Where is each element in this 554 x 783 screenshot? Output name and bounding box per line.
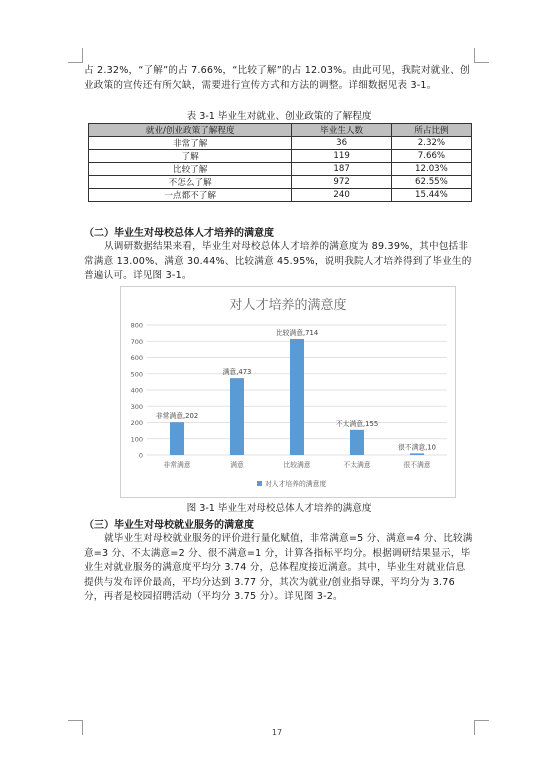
intro-paragraph: 占 2.32%，“了解”的占 7.66%，“比较了解”的占 12.03%。由此可见，我院对就业、创业政策的宣传还有所欠缺，需要进行宣传方式和方法的调整。详细数据见表 3-1。 [84,65,470,91]
chart-title: 对人才培养的满意度 [229,298,347,313]
table-row [89,163,472,176]
table-caption: 表 3-1 毕业生对就业、创业政策的了解程度 [186,111,372,122]
y-tick-label: 300 [130,402,143,411]
y-tick-label: 600 [130,354,143,362]
table-row [89,137,472,150]
y-tick-label: 200 [130,419,143,427]
y-tick-label: 500 [130,370,143,379]
table-cell: 一点都不了解 [89,189,292,202]
table-cell: 119 [292,150,392,163]
data-label: 不太满意,155 [335,419,379,428]
corner-mark-top-right [474,48,489,63]
data-label: 非常满意,202 [155,412,199,421]
bar [230,378,244,455]
x-tick-label: 比较满意 [283,461,311,469]
table-cell: 972 [292,176,392,189]
data-label: 比较满意,714 [275,328,319,337]
table-row [89,189,472,202]
y-tick-label: 400 [130,386,143,395]
table-cell: 2.32% [391,137,471,150]
table-cell: 不怎么了解 [89,176,292,189]
table-cell: 了解 [89,150,292,163]
y-tick-label: 100 [130,435,143,444]
data-label: 很不满意,10 [398,443,436,452]
legend-label: 对人才培养的满意度 [265,480,327,488]
y-tick-label: 700 [130,337,143,346]
bar [290,339,304,455]
table-cell: 36 [292,137,392,150]
bar [350,430,364,455]
table-cell: 7.66% [391,150,471,163]
satisfaction-chart [120,286,456,498]
policy-awareness-table [88,123,472,202]
table-cell: 非常了解 [89,137,292,150]
table-header-row [89,124,472,137]
corner-mark-top-left [68,48,83,63]
data-label: 满意,473 [222,368,252,377]
y-tick-label: 0 [138,451,143,460]
table-cell: 240 [292,189,392,202]
table-cell: 比较了解 [89,163,292,176]
x-tick-label: 满意 [230,461,244,469]
figure-caption: 图 3-1 毕业生对母校总体人才培养的满意度 [186,503,372,514]
x-tick-label: 非常满意 [163,461,191,469]
table-cell: 62.55% [391,176,471,189]
table-cell: 187 [292,163,392,176]
x-tick-label: 很不满意 [403,461,431,469]
table-header-cell: 就业/创业政策了解程度 [89,124,292,137]
table-row [89,176,472,189]
x-tick-label: 不太满意 [343,461,371,469]
table-header-cell: 毕业生人数 [292,124,392,137]
chart-svg [121,287,455,497]
table-header-cell: 所占比例 [391,124,471,137]
table-row [89,150,472,163]
y-tick-label: 800 [130,321,143,330]
section-3-heading: （三）毕业生对母校就业服务的满意度 [84,520,254,531]
bar [170,422,184,455]
bar [410,453,424,455]
table-cell: 12.03% [391,163,471,176]
section-2-paragraph: 从调研数据结果来看，毕业生对母校总体人才培养的满意度为 89.39%，其中包括非常满意 13.00%、满意 30.44%、比较满意 45.95%，说明我院人才培养得到了毕业生的普遍认可。详见图 3-1。 [84,241,472,281]
section-3-paragraph: 就毕业生对母校就业服务的评价进行量化赋值，非常满意=5 分、满意=4 分、比较满意=3 分、不太满意=2 分、很不满意=1 分，计算各指标平均分。根据调研结果显示，毕业生对就业服务的满意度平均分 3.74 分，总体程度接近满意。其中，毕业生对就业信息提供与发布评价最高，平均分达到 3.77 分，其次为就业/创业指导课，平均分为 3.76 分，再者是校园招聘活动（平均分 3.75 分）。详见图 3-2。 [84,533,473,602]
table-cell: 15.44% [391,189,471,202]
legend-swatch [257,481,262,486]
section-2-heading: （二）毕业生对母校总体人才培养的满意度 [84,228,274,239]
page-number: 17 [271,728,283,737]
